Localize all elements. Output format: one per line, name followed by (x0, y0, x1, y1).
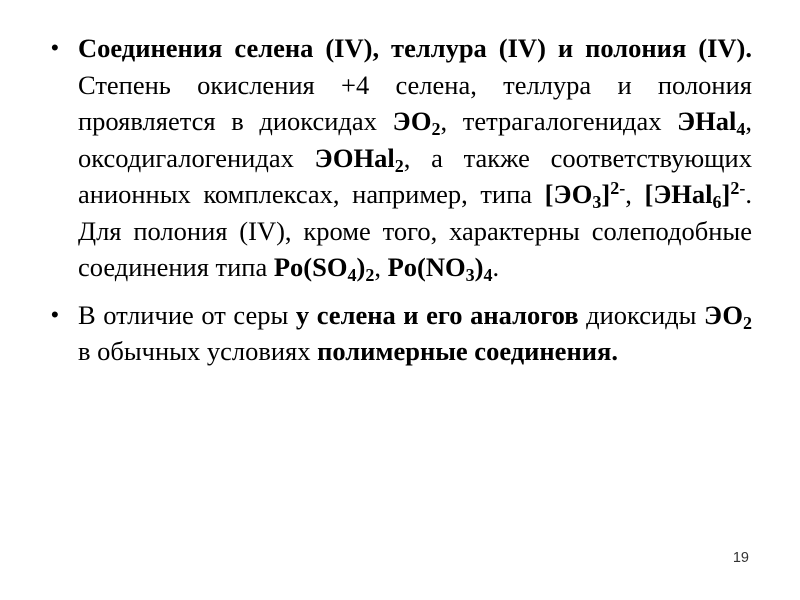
text-run: полимерные соединения. (317, 336, 618, 366)
bullet-list (51, 30, 753, 381)
text-run: диоксиды (578, 299, 705, 330)
subscript-text: 4 (483, 265, 493, 286)
text-run: ) (356, 252, 366, 282)
bullet-text (78, 33, 753, 286)
text-run: Степень окисления +4 селена, теллура и полония проявляется в диоксидах (78, 69, 752, 136)
superscript-text: 2- (730, 178, 746, 198)
text-run: , оксодигалогенидах (78, 106, 752, 173)
text-run: Соединения селена (IV), теллура (IV) и полония (IV). (78, 33, 752, 63)
subscript-text: 2 (365, 265, 375, 286)
text-run: [ЭHal (644, 179, 713, 209)
text-run: ЭО (704, 299, 743, 330)
subscript-text: 2 (431, 119, 441, 140)
text-run: Po(SO (273, 252, 348, 282)
subscript-text: 4 (347, 265, 357, 286)
text-run: . (492, 252, 500, 282)
superscript-text: 2- (610, 178, 626, 198)
subscript-text: 3 (592, 192, 602, 213)
subscript-text: 6 (712, 192, 722, 213)
subscript-text: 4 (736, 119, 746, 140)
bullet-item (51, 30, 753, 286)
text-run: ) (474, 252, 484, 282)
bullet-item (51, 297, 752, 370)
text-run: , (374, 252, 388, 282)
text-run: ] (721, 179, 731, 209)
text-run: ЭО (392, 106, 432, 136)
text-run: , а также соответствующих анионных комплексах, например, типа (78, 142, 752, 209)
text-run: . Для полония (IV), кроме того, характерны солеподобные соединения типа (78, 179, 753, 282)
text-run: у селена и его аналогов (295, 299, 579, 330)
bullet-dot-icon: • (51, 35, 59, 60)
text-run: ЭОHal (314, 142, 395, 173)
page-number: 19 (732, 550, 749, 566)
bullet-text (78, 300, 752, 367)
subscript-text: 2 (394, 155, 404, 176)
subscript-text: 2 (742, 312, 752, 333)
text-run: Po(NO (387, 252, 466, 282)
subscript-text: 3 (465, 265, 475, 286)
text-run: ] (601, 179, 611, 209)
text-run: , (625, 179, 645, 209)
text-run: ЭHal (677, 106, 737, 136)
text-run: в обычных условиях (78, 336, 318, 366)
text-run: , тетрагалогенидах (440, 106, 678, 136)
bullet-dot-icon: • (51, 301, 59, 327)
text-run: [ЭО (544, 179, 593, 209)
text-run: В отличие от серы (78, 299, 296, 330)
